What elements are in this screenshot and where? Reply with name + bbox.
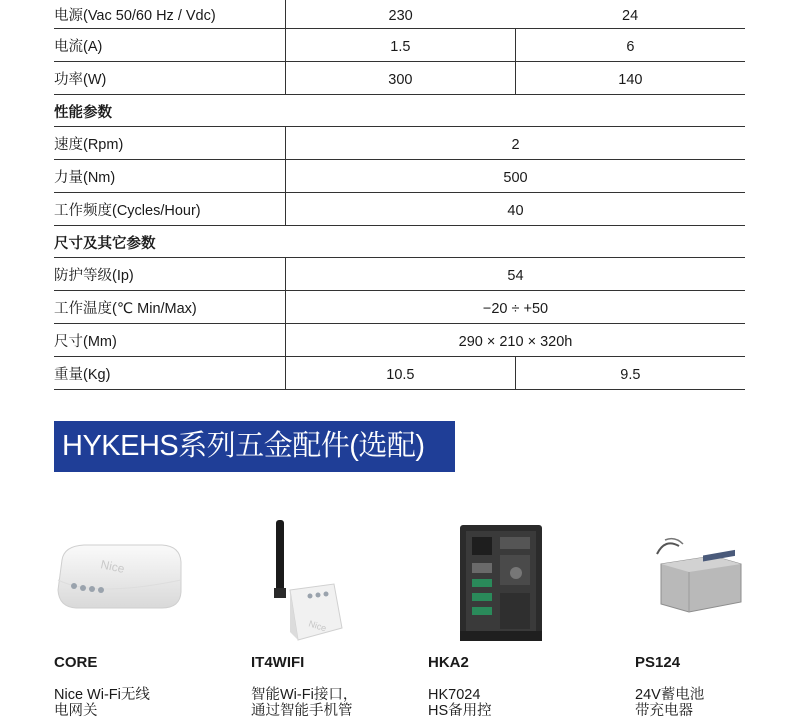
row-value: 2 [286, 127, 746, 160]
table-row [54, 291, 745, 324]
section-heading: 尺寸及其它参数 [54, 226, 745, 258]
row-label: 防护等级(Ip) [54, 258, 286, 291]
row-label: 工作温度(℃ Min/Max) [54, 291, 286, 324]
row-value: 54 [286, 258, 746, 291]
product-desc-line: 智能Wi-Fi接口， [251, 687, 358, 703]
product-name-it4wifi: IT4WIFI [251, 654, 305, 671]
row-value: 140 [515, 62, 745, 95]
row-label: 尺寸(Mm) [54, 324, 286, 357]
hka2-control-board-image [456, 521, 546, 645]
table-row [54, 357, 745, 390]
table-row [54, 0, 745, 29]
row-value: 500 [286, 160, 746, 193]
row-value: −20 ÷ +50 [286, 291, 746, 324]
product-desc-line: HS备用控 [428, 703, 492, 719]
row-label: 速度(Rpm) [54, 127, 286, 160]
table-row [54, 258, 745, 291]
product-name-ps124: PS124 [635, 654, 681, 671]
row-value: 1.5 [286, 29, 516, 62]
product-desc-line: 电网关 [54, 703, 98, 719]
table-row [54, 324, 745, 357]
row-value: 40 [286, 193, 746, 226]
table-row [54, 193, 745, 226]
row-value: 9.5 [515, 357, 745, 390]
row-value: 10.5 [286, 357, 516, 390]
ps124-battery-image [655, 536, 745, 616]
row-label: 功率(W) [54, 62, 286, 95]
table-row [54, 127, 745, 160]
row-value: 24 [515, 0, 745, 29]
it4wifi-module-image [260, 518, 350, 646]
row-value: 6 [515, 29, 745, 62]
row-value: 300 [286, 62, 516, 95]
spec-table [54, 0, 745, 390]
product-desc-line: 24V蓄电池 [635, 687, 705, 703]
row-value: 290 × 210 × 320h [286, 324, 746, 357]
accessories-banner: HYKEHS系列五金配件(选配) [54, 421, 455, 472]
row-value: 230 [286, 0, 516, 29]
row-label: 力量(Nm) [54, 160, 286, 193]
product-desc-line: Nice Wi-Fi无线 [54, 687, 150, 703]
product-desc-line: HK7024 [428, 687, 481, 703]
svg-text:Nice: Nice [99, 557, 126, 576]
row-label: 电流(A) [54, 29, 286, 62]
section-heading: 性能参数 [54, 95, 745, 127]
section-row [54, 226, 745, 258]
row-label: 工作频度(Cycles/Hour) [54, 193, 286, 226]
svg-text:Nice: Nice [307, 618, 328, 634]
core-gateway-image [54, 540, 184, 612]
table-row [54, 29, 745, 62]
product-desc-line: 通过智能手机管 [251, 703, 353, 719]
section-row [54, 95, 745, 127]
product-desc-line: 带充电器 [635, 703, 693, 719]
table-row [54, 160, 745, 193]
table-row [54, 62, 745, 95]
product-name-core: CORE [54, 654, 98, 671]
row-label: 重量(Kg) [54, 357, 286, 390]
product-name-hka2: HKA2 [428, 654, 469, 671]
row-label: 电源(Vac 50/60 Hz / Vdc) [54, 0, 286, 29]
